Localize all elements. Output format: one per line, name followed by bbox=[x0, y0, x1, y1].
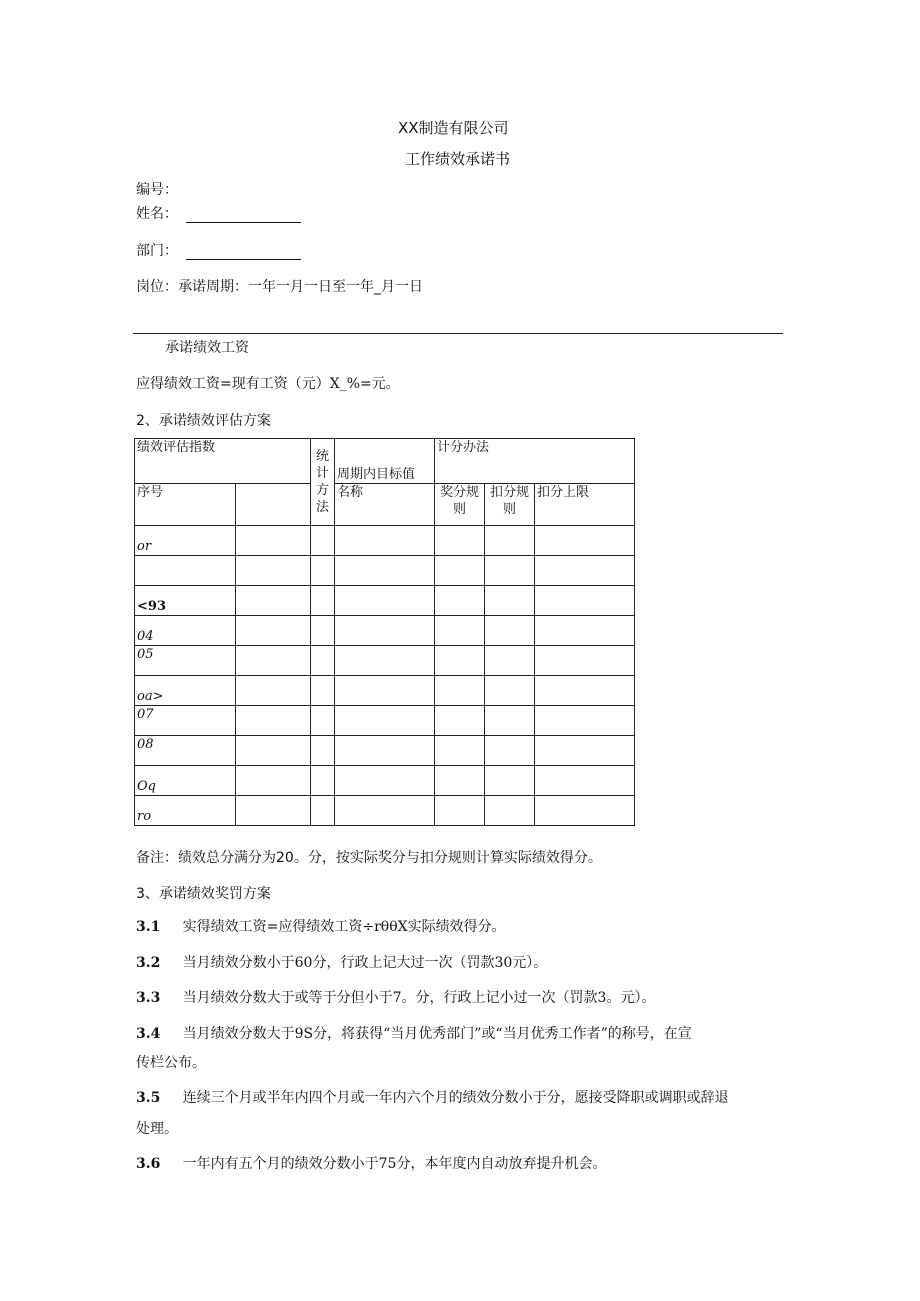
header-seq: 序号 bbox=[135, 484, 236, 526]
document-title: 工作绩效承诺书 bbox=[405, 150, 511, 168]
header-stat-method: 统 计 方 法 bbox=[311, 439, 335, 526]
table-note: 备注：绩效总分满分为20。分，按实际奖分与扣分规则计算实际绩效得分。 bbox=[136, 850, 602, 866]
table-row-index: or bbox=[135, 526, 236, 556]
header-name: 名称 bbox=[335, 484, 435, 526]
rule-3-1 bbox=[136, 912, 506, 942]
rule-text: 连续三个月或半年内四个月或一年内六个月的绩效分数小于分，愿接受降职或调职或辞退 bbox=[182, 1090, 729, 1106]
header-index: 绩效评估指数 bbox=[135, 439, 311, 484]
table-row-index: 07 bbox=[135, 706, 236, 736]
position-period-line: 岗位：承诺周期：一年一月一日至一年_月一日 bbox=[136, 279, 423, 295]
rule-text: 当月绩效分数小于60分，行政上记大过一次（罚款30元）。 bbox=[182, 955, 548, 971]
table-row-index: <93 bbox=[135, 586, 236, 616]
section1-formula: 应得绩效工资=现有工资（元）X_%=元。 bbox=[136, 376, 400, 392]
header-deduct-rule: 扣分规 则 bbox=[485, 484, 535, 526]
section1-title: 承诺绩效工资 bbox=[165, 340, 249, 356]
rule-number: 3.1 bbox=[136, 919, 161, 935]
header-calc: 计分办法 bbox=[435, 439, 635, 484]
rule-text: 实得绩效工资=应得绩效工资÷rθθX实际绩效得分。 bbox=[182, 919, 506, 935]
rule-text: 一年内有五个月的绩效分数小于75分，本年度内自动放弃提升机会。 bbox=[182, 1156, 607, 1172]
rule-3-4 bbox=[136, 1019, 692, 1049]
rule-3-3 bbox=[136, 983, 655, 1013]
rule-3-6 bbox=[136, 1149, 606, 1179]
rule-number: 3.4 bbox=[136, 1026, 161, 1042]
table-row-index: 08 bbox=[135, 736, 236, 766]
evaluation-table bbox=[134, 438, 635, 826]
rule-3-4-continued: 传栏公布。 bbox=[136, 1055, 206, 1071]
rule-3-2 bbox=[136, 948, 547, 978]
company-name: XX制造有限公司 bbox=[398, 119, 509, 137]
rule-text: 当月绩效分数大于或等于分但小于7。分，行政上记小过一次（罚款3。元）。 bbox=[182, 990, 656, 1006]
rule-number: 3.5 bbox=[136, 1090, 161, 1106]
number-field-label: 编号： bbox=[136, 182, 178, 198]
header-blank bbox=[236, 484, 311, 526]
rule-3-5-continued: 处理。 bbox=[136, 1121, 178, 1137]
rule-number: 3.3 bbox=[136, 990, 161, 1006]
table-row-index: 04 bbox=[135, 616, 236, 646]
department-blank-line bbox=[186, 245, 301, 260]
divider-line bbox=[133, 333, 783, 334]
rule-number: 3.6 bbox=[136, 1156, 161, 1172]
rule-3-5 bbox=[136, 1083, 729, 1113]
table-row-index: oa> bbox=[135, 676, 236, 706]
header-deduct-limit: 扣分上限 bbox=[535, 484, 635, 526]
header-reward-rule: 奖分规 则 bbox=[435, 484, 485, 526]
name-field-label: 姓名： bbox=[136, 206, 178, 222]
table-row-index: ro bbox=[135, 796, 236, 826]
header-target: 周期内目标值 bbox=[335, 439, 435, 484]
section3-title: 3、承诺绩效奖罚方案 bbox=[136, 886, 271, 902]
section2-title: 2、承诺绩效评估方案 bbox=[136, 413, 271, 429]
table-row-index: 05 bbox=[135, 646, 236, 676]
department-field-label: 部门： bbox=[136, 243, 178, 259]
name-blank-line bbox=[186, 208, 301, 223]
rule-text: 当月绩效分数大于9S分，将获得“当月优秀部门”或“当月优秀工作者”的称号，在宣 bbox=[182, 1026, 692, 1042]
name-field bbox=[136, 203, 301, 223]
table-row-index bbox=[135, 556, 236, 586]
table-row-index: Oq bbox=[135, 766, 236, 796]
rule-number: 3.2 bbox=[136, 955, 161, 971]
department-field bbox=[136, 240, 301, 260]
